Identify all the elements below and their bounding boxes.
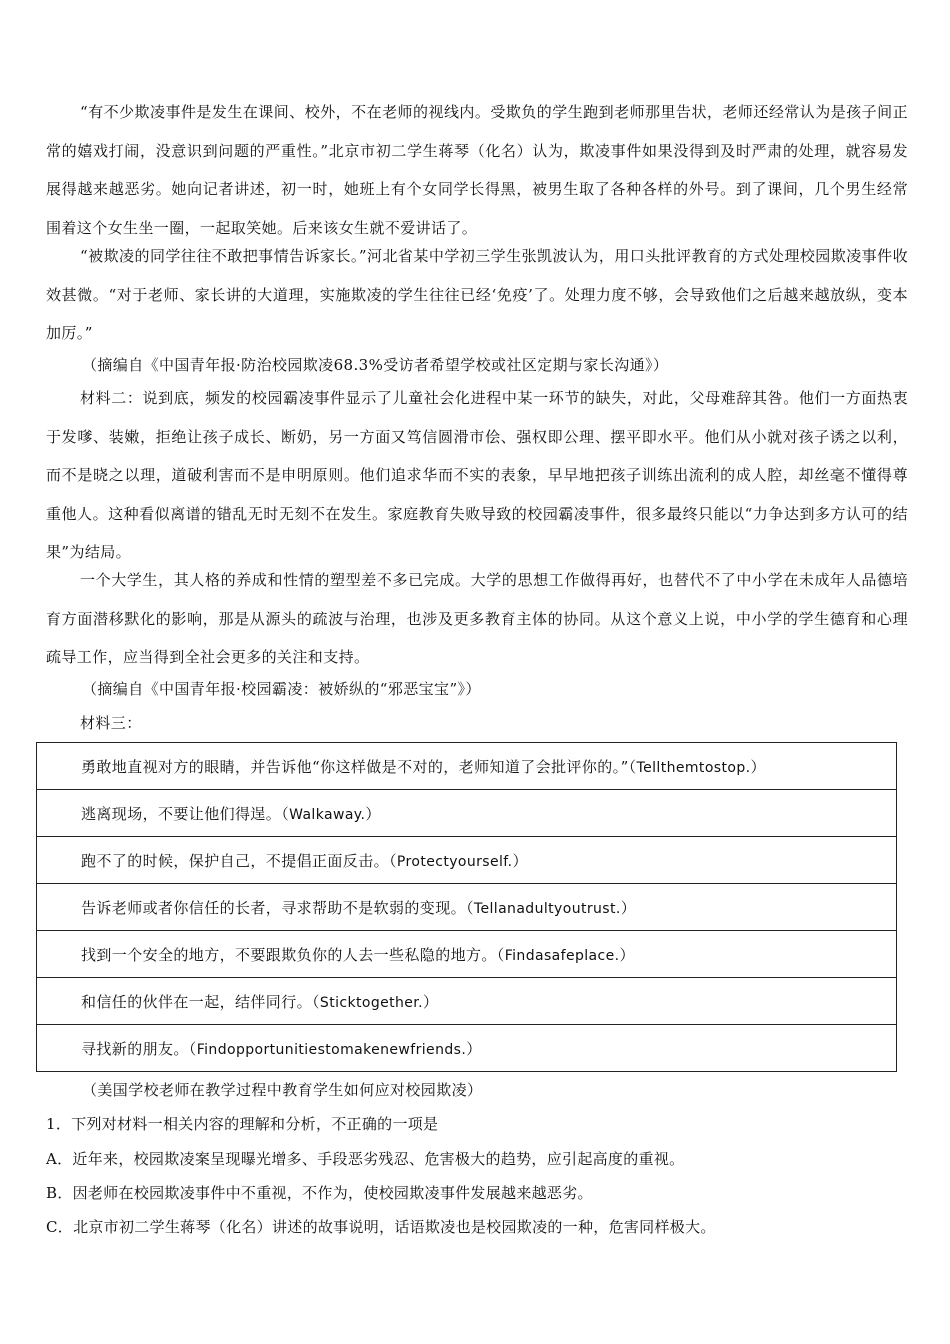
- table-row: [37, 743, 897, 790]
- material1-source: （摘编自《中国青年报·防治校园欺凌68.3%受访者希望学校或社区定期与家长沟通》）: [82, 356, 669, 374]
- table-cell: 寻找新的朋友。（Findopportunitiestomakenewfriends.）: [37, 1025, 897, 1072]
- table-row: [37, 1025, 897, 1072]
- table-cell: 跑不了的时候，保护自己，不提倡正面反击。（Protectyourself.）: [37, 837, 897, 884]
- material3-source: （美国学校老师在教学过程中教育学生如何应对校园欺凌）: [82, 1081, 483, 1099]
- material2-source: （摘编自《中国青年报·校园霸凌：被娇纵的“邪恶宝宝”》）: [82, 680, 481, 698]
- table-row: [37, 978, 897, 1025]
- table-row: [37, 837, 897, 884]
- material1-paragraph-2: “被欺凌的同学往往不敢把事情告诉家长。”河北省某中学初三学生张凯波认为，用口头批评教育的方式处理校园欺凌事件收效甚微。“对于老师、家长讲的大道理，实施欺凌的学生往往已经‘免疫’了。处理力度不够，会导致他们之后越来越放纵，变本加厉。”: [46, 247, 908, 342]
- option-a: A．近年来，校园欺凌案呈现曝光增多、手段恶劣残忍、危害极大的趋势，应引起高度的重视。: [46, 1150, 685, 1168]
- table-row: [37, 884, 897, 931]
- table-cell: 告诉老师或者你信任的长者，寻求帮助不是软弱的变现。（Tellanadultyoutrust.）: [37, 884, 897, 931]
- material2-paragraph-1: 材料二：说到底，频发的校园霸凌事件显示了儿童社会化进程中某一环节的缺失，对此，父母难辞其咎。他们一方面热衷于发嗲、装嫩，拒绝让孩子成长、断奶，另一方面又笃信圆滑市侩、强权即公理、摆平即水平。他们从小就对孩子诱之以利，而不是晓之以理，道破利害而不是申明原则。他们追求华而不实的表象，早早地把孩子训练出流利的成人腔，却丝毫不懂得尊重他人。这种看似离谱的错乱无时无刻不在发生。家庭教育失败导致的校园霸凌事件，很多最终只能以“力争达到多方认可的结果”为结局。: [46, 389, 908, 561]
- material3-table: [36, 742, 897, 1072]
- material2-paragraph-2: 一个大学生，其人格的养成和性情的塑型差不多已完成。大学的思想工作做得再好，也替代不了中小学在未成年人品德培育方面潜移默化的影响，那是从源头的疏波与治理，也涉及更多教育主体的协同。从这个意义上说，中小学的学生德育和心理疏导工作，应当得到全社会更多的关注和支持。: [46, 571, 908, 666]
- table-row: [37, 931, 897, 978]
- material3-label: 材料三：: [80, 714, 142, 732]
- table-cell: 和信任的伙伴在一起，结伴同行。（Sticktogether.）: [37, 978, 897, 1025]
- table-cell: 找到一个安全的地方，不要跟欺负你的人去一些私隐的地方。（Findasafeplace.）: [37, 931, 897, 978]
- option-b: B．因老师在校园欺凌事件中不重视，不作为，使校园欺凌事件发展越来越恶劣。: [46, 1184, 593, 1202]
- table-cell: 逃离现场，不要让他们得逞。（Walkaway.）: [37, 790, 897, 837]
- table-cell: 勇敢地直视对方的眼睛，并告诉他“你这样做是不对的，老师知道了会批评你的。”（Tellthemtostop.）: [37, 743, 897, 790]
- table-row: [37, 790, 897, 837]
- option-c: C．北京市初二学生蒋琴（化名）讲述的故事说明，话语欺凌也是校园欺凌的一种，危害同样极大。: [46, 1218, 716, 1236]
- material1-paragraph-1: “有不少欺凌事件是发生在课间、校外，不在老师的视线内。受欺负的学生跑到老师那里告状，老师还经常认为是孩子间正常的嬉戏打闹，没意识到问题的严重性。”北京市初二学生蒋琴（化名）认为，欺凌事件如果没得到及时严肃的处理，就容易发展得越来越恶劣。她向记者讲述，初一时，她班上有个女同学长得黑，被男生取了各种各样的外号。到了课间，几个男生经常围着这个女生坐一圈，一起取笑她。后来该女生就不爱讲话了。: [46, 103, 908, 237]
- question-stem: 1．下列对材料一相关内容的理解和分析，不正确的一项是: [46, 1115, 439, 1133]
